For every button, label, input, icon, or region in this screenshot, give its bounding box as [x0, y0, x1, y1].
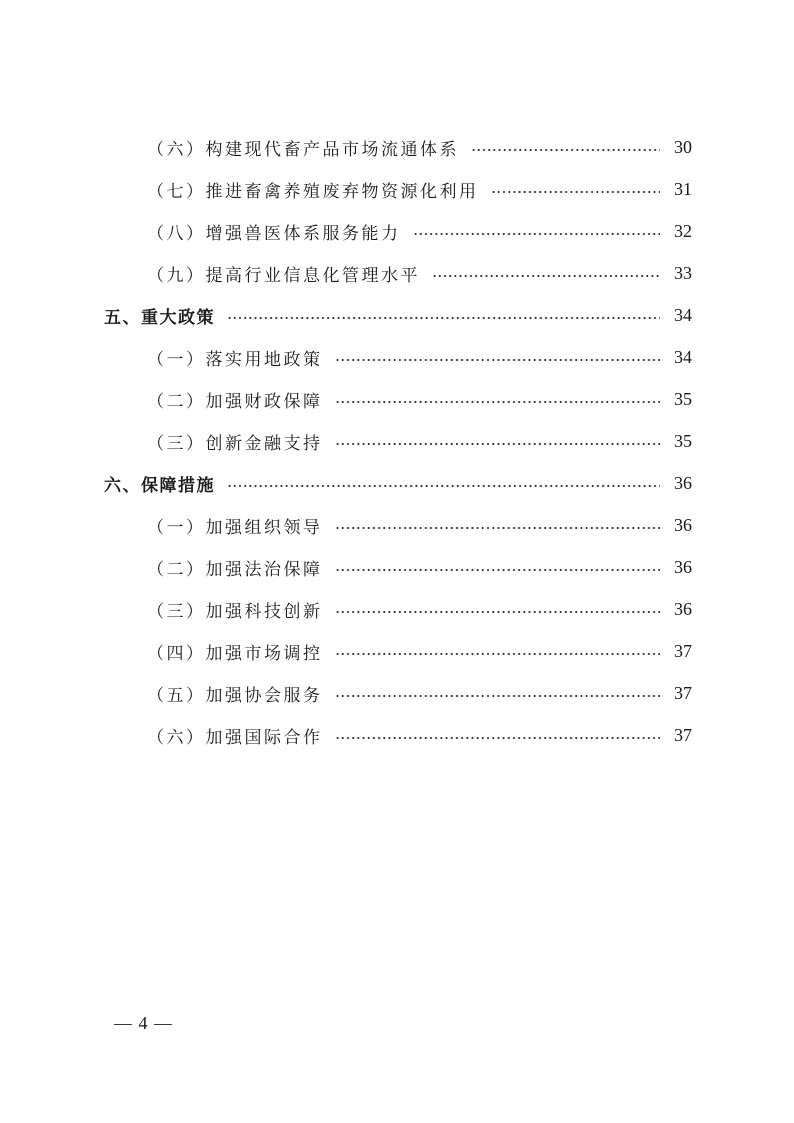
toc-entry-title: （二）加强法治保障	[147, 559, 323, 580]
toc-section-title: 六、保障措施	[104, 475, 215, 496]
toc-dot-leader	[335, 695, 661, 697]
toc-dot-leader	[432, 275, 660, 277]
toc-section-heading[interactable]	[0, 462, 794, 504]
toc-entry-title: （六）加强国际合作	[147, 727, 323, 748]
toc-entry-title: （八）增强兽医体系服务能力	[147, 223, 401, 244]
toc-entry-page: 30	[674, 136, 692, 157]
toc-entry[interactable]	[0, 252, 794, 294]
toc-dot-leader	[335, 569, 661, 571]
toc-entry-page: 35	[674, 430, 692, 451]
toc-entry-page: 33	[674, 262, 692, 283]
toc-entry-page: 34	[674, 346, 692, 367]
toc-entry[interactable]	[0, 504, 794, 546]
toc-entry-page: 36	[674, 514, 692, 535]
toc-entry-title: （一）落实用地政策	[147, 349, 323, 370]
toc-entry[interactable]	[0, 630, 794, 672]
toc-entry-page: 37	[674, 682, 692, 703]
toc-entry[interactable]	[0, 168, 794, 210]
toc-dot-leader	[335, 611, 661, 613]
toc-entry-page: 36	[674, 556, 692, 577]
toc-entry-page: 37	[674, 640, 692, 661]
toc-entry-title: （三）创新金融支持	[147, 433, 323, 454]
toc-entry-title: （三）加强科技创新	[147, 601, 323, 622]
toc-entry[interactable]	[0, 588, 794, 630]
toc-dot-leader	[471, 149, 660, 151]
toc-entry[interactable]	[0, 126, 794, 168]
toc-entry-title: （六）构建现代畜产品市场流通体系	[147, 139, 459, 160]
toc-dot-leader	[335, 443, 661, 445]
toc-entry[interactable]	[0, 714, 794, 756]
toc-entry[interactable]	[0, 378, 794, 420]
toc-entry-title: （五）加强协会服务	[147, 685, 323, 706]
toc-dot-leader	[335, 653, 661, 655]
toc-entry-page: 35	[674, 388, 692, 409]
toc-entry-page: 37	[674, 724, 692, 745]
toc-dot-leader	[413, 233, 661, 235]
toc-entry-title: （七）推进畜禽养殖废弃物资源化利用	[147, 181, 479, 202]
toc-entry[interactable]	[0, 672, 794, 714]
toc-dot-leader	[335, 737, 661, 739]
toc-dot-leader	[335, 359, 661, 361]
toc-entry-title: （二）加强财政保障	[147, 391, 323, 412]
toc-section-title: 五、重大政策	[104, 307, 215, 328]
toc-entry[interactable]	[0, 546, 794, 588]
page-number: — 4 —	[114, 1013, 173, 1033]
toc-entry[interactable]	[0, 420, 794, 462]
toc-dot-leader	[227, 317, 660, 319]
toc-entry-page: 36	[674, 598, 692, 619]
toc-entry[interactable]	[0, 336, 794, 378]
toc-dot-leader	[227, 485, 660, 487]
toc-section-page: 36	[674, 472, 692, 493]
toc-entry-page: 32	[674, 220, 692, 241]
toc-entry-page: 31	[674, 178, 692, 199]
toc-dot-leader	[335, 401, 661, 403]
toc-entry-title: （四）加强市场调控	[147, 643, 323, 664]
toc-entry-title: （一）加强组织领导	[147, 517, 323, 538]
toc-dot-leader	[491, 191, 661, 193]
toc-entry-title: （九）提高行业信息化管理水平	[147, 265, 420, 286]
toc-dot-leader	[335, 527, 661, 529]
toc-section-heading[interactable]	[0, 294, 794, 336]
table-of-contents	[0, 126, 794, 756]
toc-entry[interactable]	[0, 210, 794, 252]
toc-section-page: 34	[674, 304, 692, 325]
